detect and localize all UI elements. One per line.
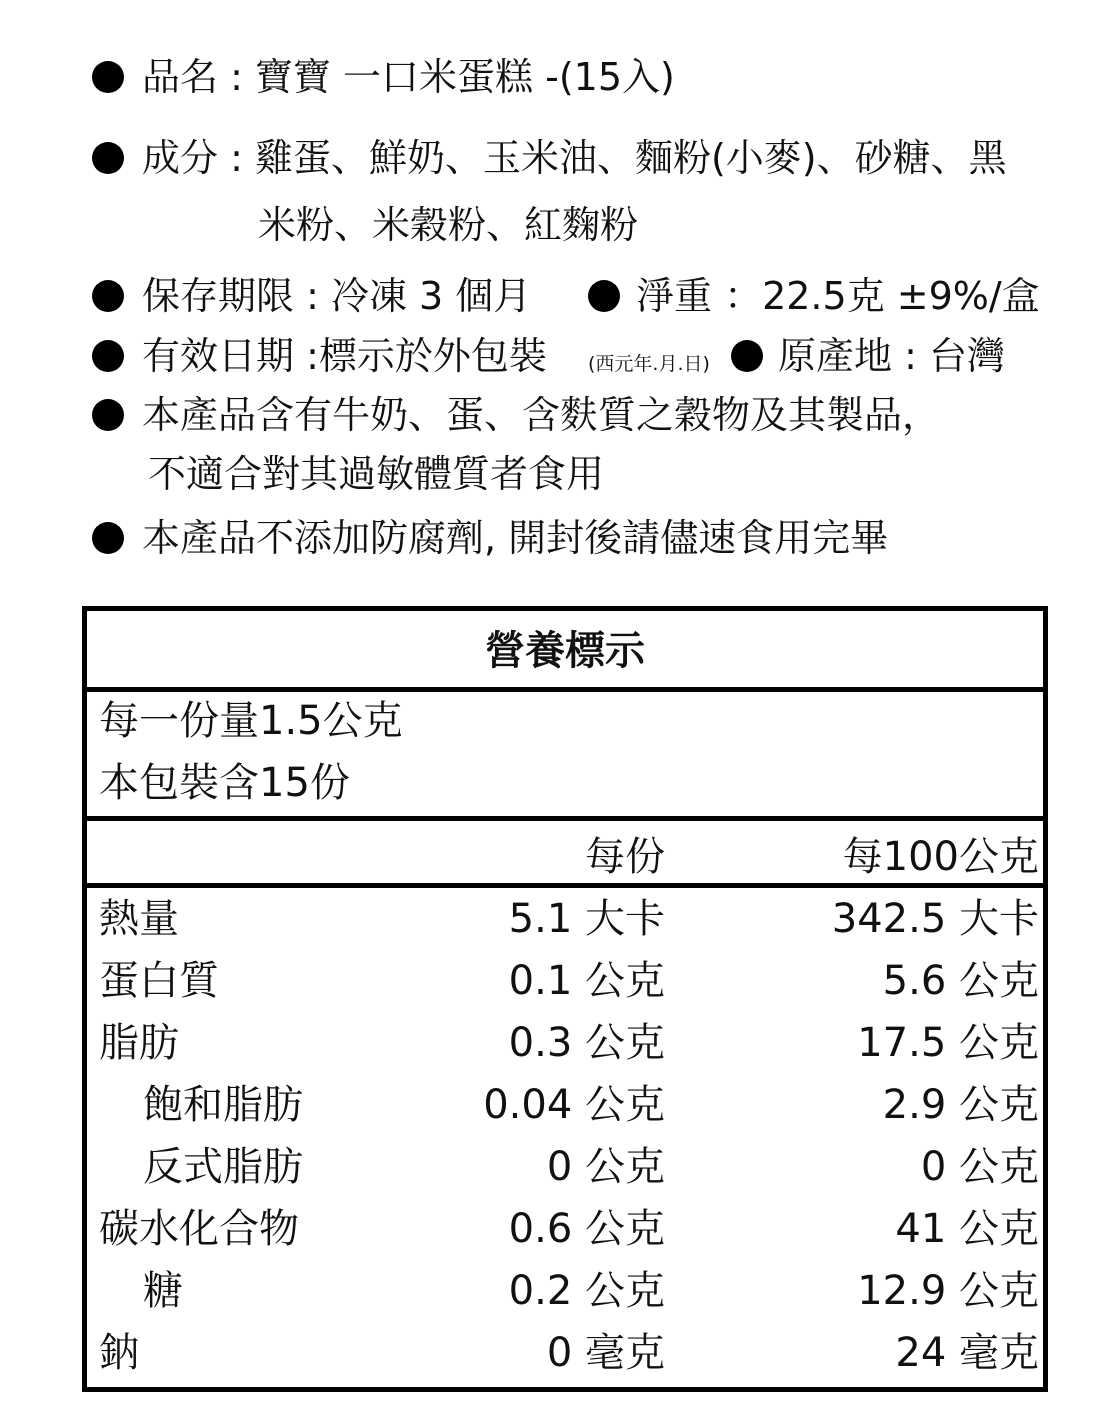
table-row [87,888,1043,950]
nutrient-name: 糖 [143,1268,183,1314]
per-serving-value: 0.1 公克 [508,958,665,1004]
table-row [87,1074,1043,1136]
per-100g-value: 5.6 公克 [882,958,1039,1004]
serving-info [87,692,1043,821]
per-serving-value: 0.6 公克 [508,1206,665,1252]
nutrition-table-title: 營養標示 [87,611,1043,692]
bullet-icon [92,142,124,174]
bullet-icon [92,280,124,312]
table-row [87,1260,1043,1322]
column-header-per-100g: 每100公克 [842,834,1039,880]
nutrient-name: 飽和脂肪 [143,1082,303,1128]
column-header-row [87,821,1043,888]
bullet-icon [92,522,124,554]
per-serving-value: 0.2 公克 [508,1268,665,1314]
column-header-per-serving: 每份 [585,834,665,880]
per-serving-value: 0 公克 [546,1144,665,1190]
nutrient-name: 碳水化合物 [99,1206,299,1252]
nutrient-name: 反式脂肪 [143,1144,303,1190]
nutrition-facts-table [82,606,1048,1392]
allergen-warning-continued: 不適合對其過敏體質者食用 [148,452,605,496]
per-100g-value: 12.9 公克 [857,1268,1039,1314]
nutrient-name: 蛋白質 [99,958,219,1004]
per-serving-value: 0.3 公克 [508,1020,665,1066]
nutrient-name: 熱量 [99,896,179,942]
table-row [87,1136,1043,1198]
per-100g-value: 2.9 公克 [882,1082,1039,1128]
per-100g-value: 41 公克 [895,1206,1039,1252]
table-row [87,950,1043,1012]
per-100g-value: 0 公克 [920,1144,1039,1190]
per-serving-value: 0 毫克 [546,1330,665,1376]
preservative-note: 本產品不添加防腐劑, 開封後請儘速食用完畢 [142,516,889,560]
bullet-icon [731,340,763,372]
table-row [87,1322,1043,1384]
expiry-date: 有效日期 :標示於外包裝 [142,334,547,378]
serving-size: 每一份量1.5公克 [99,698,403,744]
nutrient-name: 鈉 [99,1330,139,1376]
product-name: 品名 : 寶寶 一口米蛋糕 -(15入) [142,55,675,99]
table-row [87,1198,1043,1260]
nutrient-name: 脂肪 [99,1020,179,1066]
ingredients-text: 成分 : 雞蛋、鮮奶、玉米油、麵粉(小麥)、砂糖、黑 [142,136,1007,180]
bullet-icon [92,61,124,93]
per-100g-value: 24 毫克 [895,1330,1039,1376]
shelf-life: 保存期限 : 冷凍 3 個月 [142,274,532,318]
bullet-icon [92,340,124,372]
allergen-warning: 本產品含有牛奶、蛋、含麩質之穀物及其製品， [142,393,941,437]
ingredients-text-continued: 米粉、米穀粉、紅麴粉 [258,203,639,247]
bullet-icon [92,399,124,431]
per-100g-value: 342.5 大卡 [831,896,1039,942]
per-serving-value: 5.1 大卡 [508,896,665,942]
net-weight: 淨重 ：22.5克 ±9%/盒 [636,274,1040,318]
bullet-icon [588,280,620,312]
expiry-date-format: (西元年.月.日) [588,353,710,375]
per-100g-value: 17.5 公克 [857,1020,1039,1066]
servings-per-package: 本包裝含15份 [99,760,350,806]
country-of-origin: 原產地 : 台灣 [778,334,1005,378]
per-serving-value: 0.04 公克 [483,1082,665,1128]
table-row [87,1012,1043,1074]
